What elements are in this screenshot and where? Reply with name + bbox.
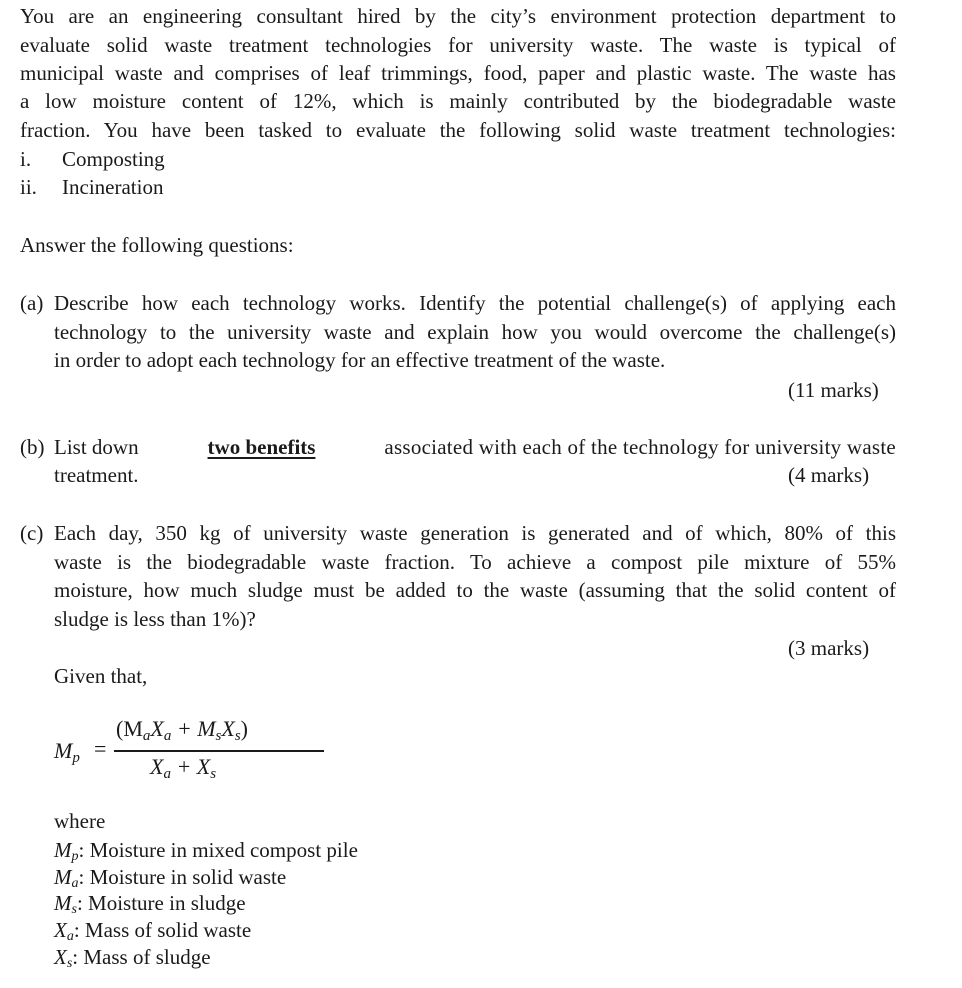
question-c-line: moisture, how much sludge must be added to the waste (assuming that the solid content of <box>54 578 896 602</box>
question-a-line: in order to adopt each technology for an effective treatment of the waste. <box>54 348 666 372</box>
moisture-formula <box>54 712 314 792</box>
formula-lhs: $M_p$ <box>54 738 80 766</box>
question-a-line: technology to the university waste and explain how you would overcome the challenge(s) <box>54 320 896 344</box>
definition-xa: $X_a$: Mass of solid waste <box>54 918 252 944</box>
question-b-emphasis: two benefits <box>207 435 316 459</box>
fraction-bar <box>114 750 324 752</box>
where-text: where <box>54 809 106 833</box>
intro-line: fraction. You have been tasked to evaluate the following solid waste treatment technologies: <box>20 118 896 142</box>
list-number: i. <box>20 147 32 171</box>
list-label: Composting <box>62 147 165 171</box>
instruction-text: Answer the following questions: <box>20 233 294 257</box>
question-b-label: (b) <box>20 435 45 459</box>
definition-ms: $M_s$: Moisture in sludge <box>54 891 246 917</box>
question-c-line: waste is the biodegradable waste fraction. To achieve a compost pile mixture of 55% <box>54 550 896 574</box>
question-a-line: Describe how each technology works. Identify the potential challenge(s) of applying each <box>54 291 896 315</box>
formula-numerator: $(M_aX_a + M_sX_s)$ <box>116 716 248 744</box>
list-label: Incineration <box>62 175 164 199</box>
question-c-line: Each day, 350 kg of university waste generation is generated and of which, 80% of this <box>54 521 896 545</box>
list-item-incineration <box>20 173 163 201</box>
intro-line: You are an engineering consultant hired by the city’s environment protection department to <box>20 4 896 28</box>
question-b-pre: List down <box>54 435 139 459</box>
question-a-marks: (11 marks) <box>788 378 879 402</box>
intro-line: municipal waste and comprises of leaf trimmings, food, paper and plastic waste. The waste has <box>20 61 896 85</box>
question-b-line <box>54 433 896 461</box>
intro-line: a low moisture content of 12%, which is mainly contributed by the biodegradable waste <box>20 89 896 113</box>
question-b-marks: (4 marks) <box>788 463 870 487</box>
formula-denominator: $X_a + X_s$ <box>150 754 217 782</box>
definition-ma: $M_a$: Moisture in solid waste <box>54 865 287 891</box>
question-c-label: (c) <box>20 521 44 545</box>
question-b-post: associated with each of the technology for university waste <box>384 435 896 459</box>
question-b-line: treatment. <box>54 463 139 487</box>
list-number: ii. <box>20 175 37 199</box>
question-c-line: sludge is less than 1%)? <box>54 607 256 631</box>
given-text: Given that, <box>54 664 148 688</box>
question-c-marks: (3 marks) <box>788 636 870 660</box>
question-a-label: (a) <box>20 291 44 315</box>
list-item-composting <box>20 145 165 173</box>
definition-mp: $M_p$: Moisture in mixed compost pile <box>54 838 358 864</box>
definition-xs: $X_s$: Mass of sludge <box>54 945 211 971</box>
intro-line: evaluate solid waste treatment technologies for university waste. The waste is typical of <box>20 33 896 57</box>
formula-equals: = <box>94 736 107 761</box>
